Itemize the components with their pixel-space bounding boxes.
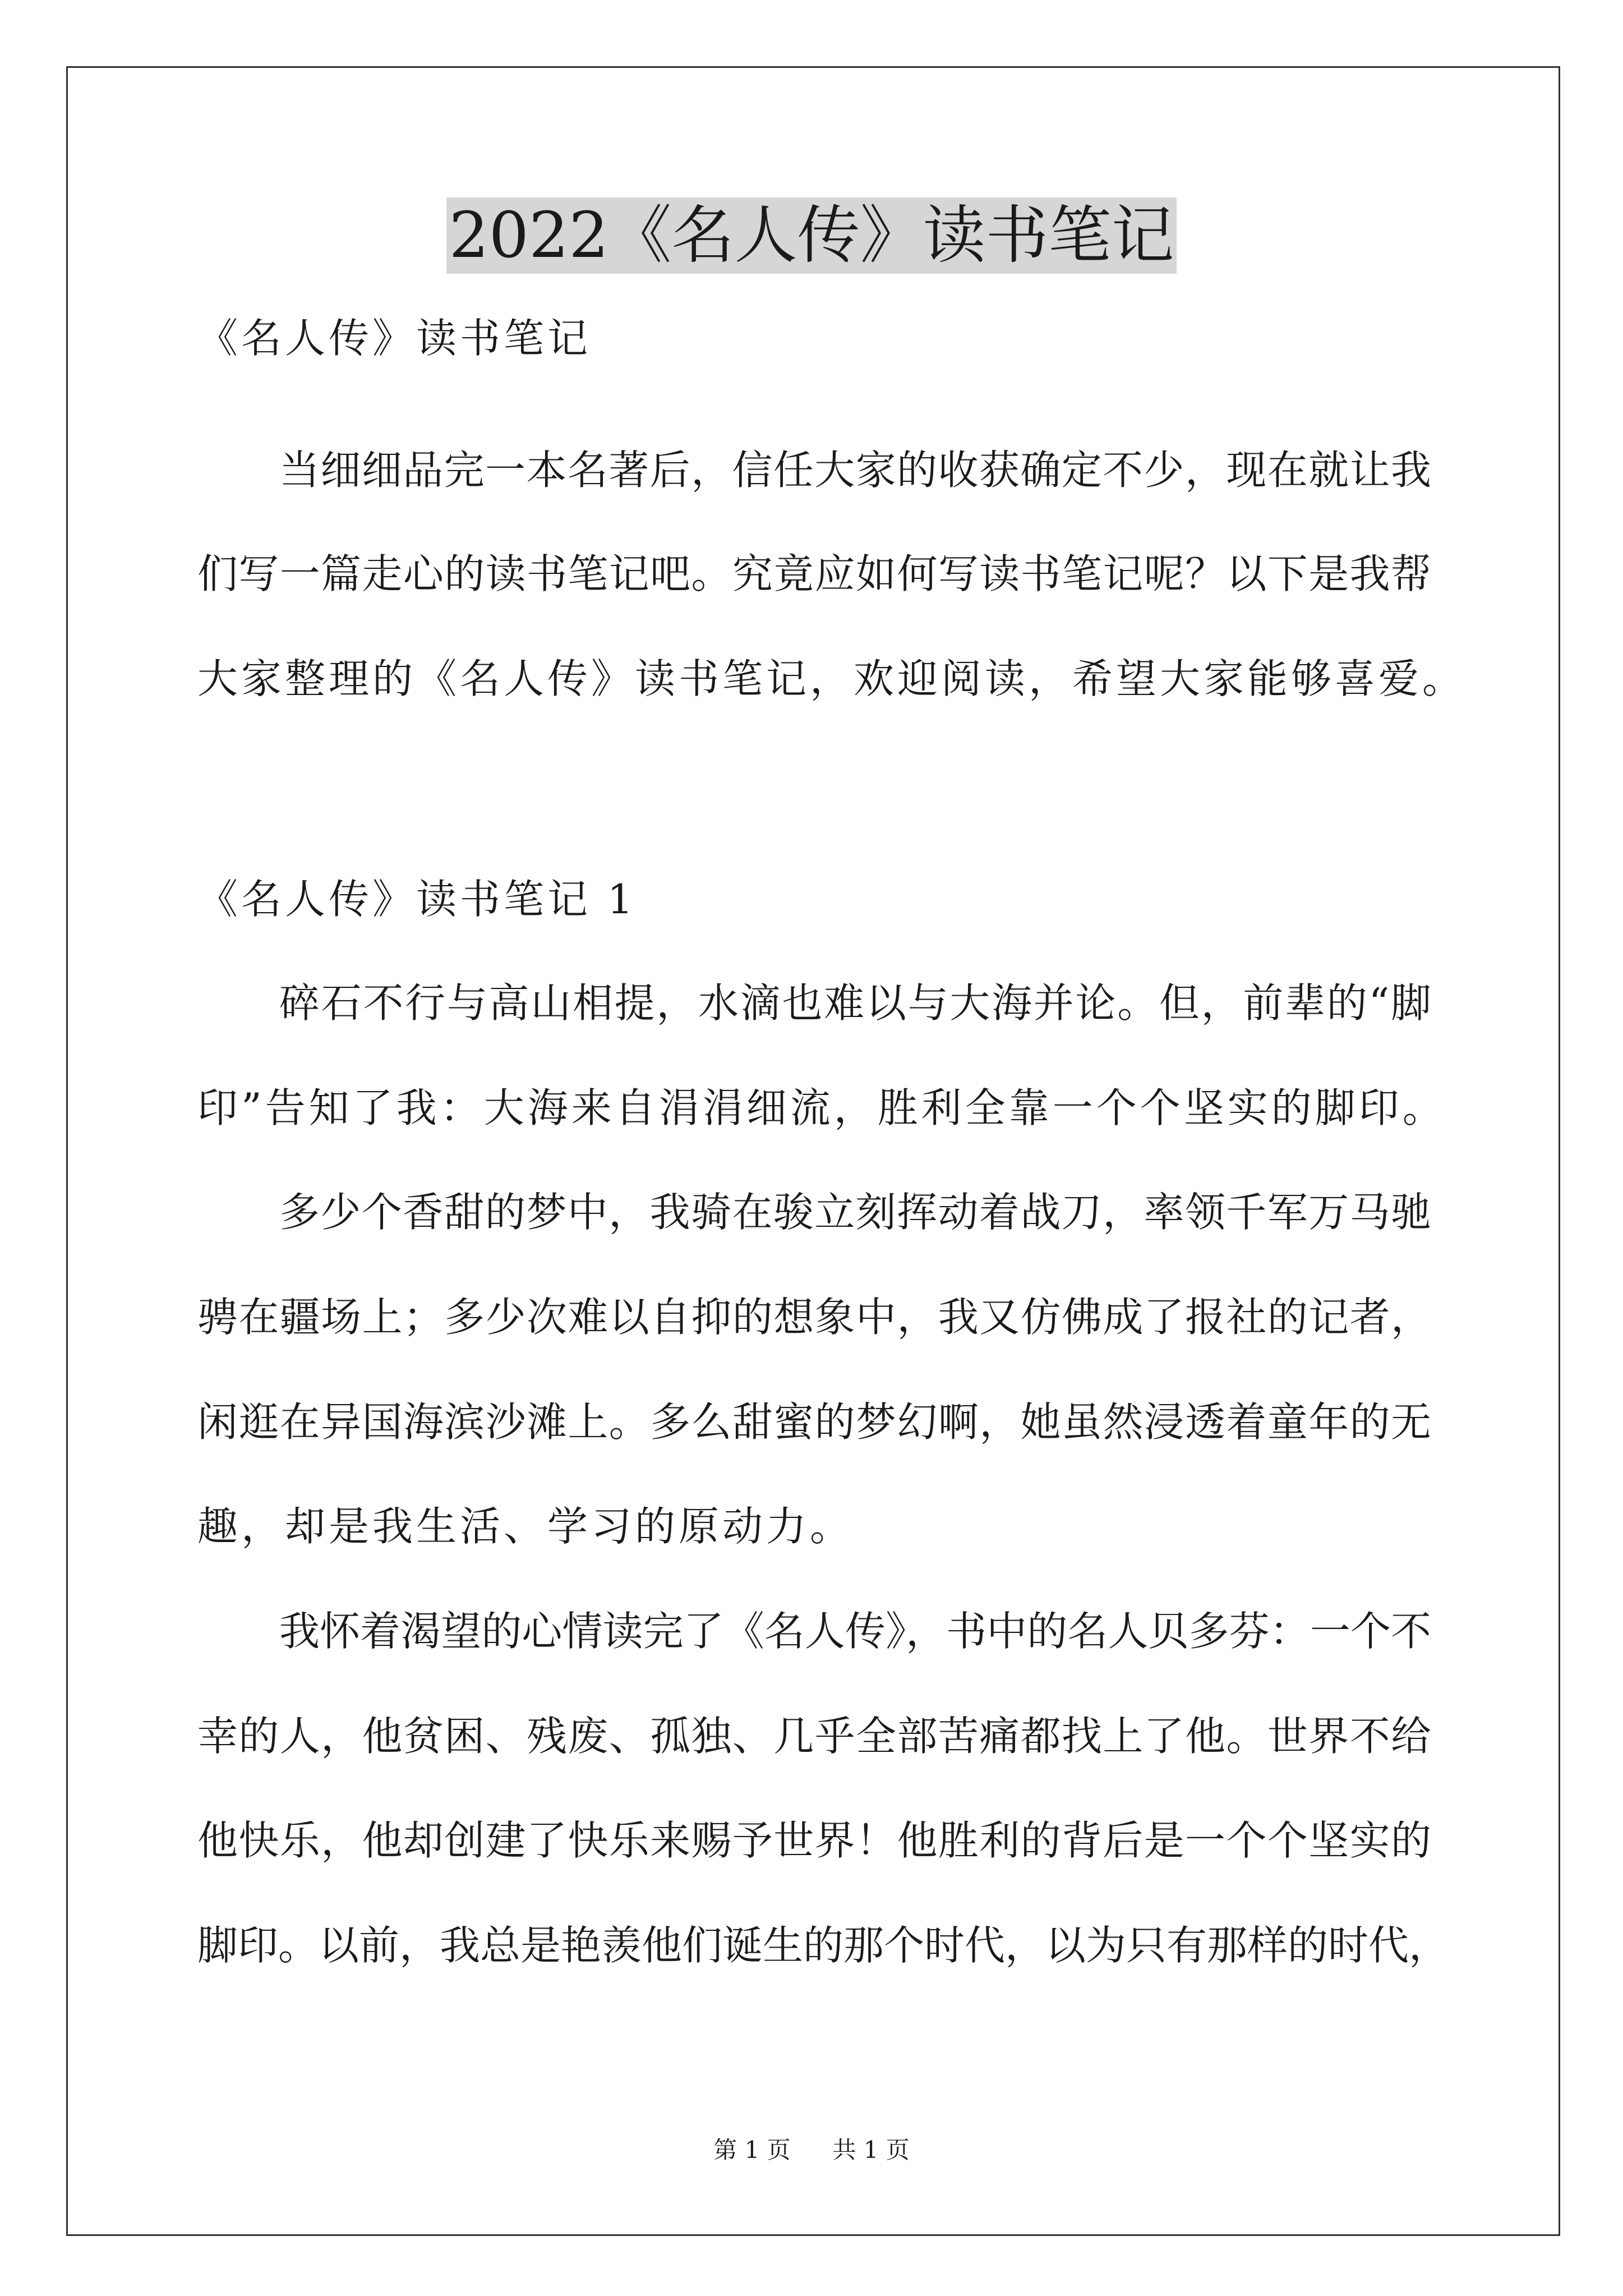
body-line: 闲逛在异国海滨沙滩上。多么甜蜜的梦幻啊，她虽然浸透着童年的无: [197, 1398, 1431, 1446]
body-line: 《名人传》读书笔记: [197, 315, 592, 362]
page-number: 第 1 页: [713, 2136, 791, 2164]
total-pages: 共 1 页: [832, 2136, 910, 2164]
title-container: [0, 197, 1623, 274]
body-line: 印”告知了我：大海来自涓涓细流，胜利全靠一个个坚实的脚印。: [197, 1084, 1446, 1131]
body-line: 脚印。以前，我总是艳羡他们诞生的那个时代，以为只有那样的时代，: [197, 1922, 1450, 1969]
body-line: 幸的人，他贫困、残废、孤独、几乎全部苦痛都找上了他。世界不给: [197, 1713, 1431, 1760]
body-line: 们写一篇走心的读书笔记吧。究竟应如何写读书笔记呢？以下是我帮: [197, 550, 1431, 597]
body-line: 《名人传》读书笔记 1: [197, 876, 637, 923]
body-line: 当细细品完一本名著后，信任大家的收获确定不少，现在就让我: [279, 447, 1431, 494]
body-line: 骋在疆场上；多少次难以自抑的想象中，我又仿佛成了报社的记者，: [197, 1294, 1431, 1341]
body-line: 趣，却是我生活、学习的原动力。: [197, 1503, 854, 1550]
body-line: 大家整理的《名人传》读书笔记，欢迎阅读，希望大家能够喜爱。: [197, 655, 1467, 702]
blank-line: [197, 774, 1431, 828]
body-line: 碎石不行与高山相提，水滴也难以与大海并论。但，前辈的“脚: [279, 979, 1431, 1027]
page-footer: [0, 2134, 1623, 2166]
body-line: 多少个香甜的梦中，我骑在骏立刻挥动着战刀，率领千军万马驰: [279, 1189, 1431, 1236]
body-line: 他快乐，他却创建了快乐来赐予世界！他胜利的背后是一个个坚实的: [197, 1817, 1431, 1864]
body-line: 我怀着渴望的心情读完了《名人传》，书中的名人贝多芬：一个不: [279, 1608, 1431, 1655]
document-title: 2022《名人传》读书笔记: [446, 197, 1176, 274]
page-border: [66, 66, 1560, 2236]
